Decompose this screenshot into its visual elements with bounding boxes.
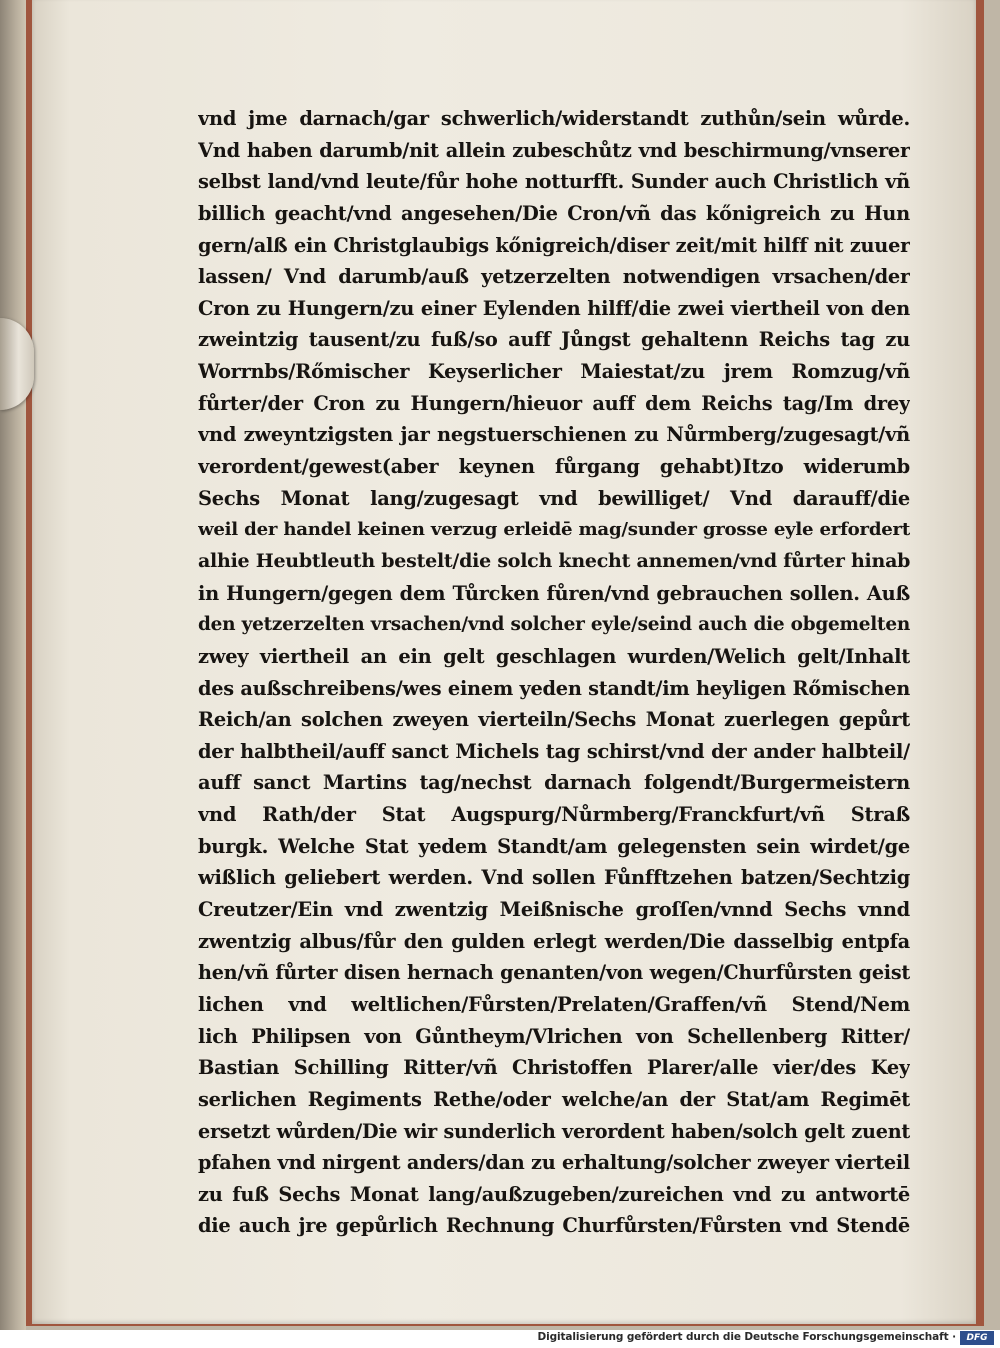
text-line: billich geacht/vnd angesehen/Die Cron/vñ das kőnigreich zu Hun xyxy=(198,201,910,225)
text-line: Bastian Schilling Ritter/vñ Christoffen Plarer/alle vier/des Key xyxy=(198,1056,910,1080)
text-line: zweintzig tausent/zu fuß/so auff Jůngst gehaltenn Reichs tag zu xyxy=(198,328,910,352)
text-line: der halbtheil/auff sanct Michels tag schirst/vnd der ander halbteil/ xyxy=(198,739,910,763)
text-line: selbst land/vnd leute/fůr hohe notturfft. Sunder auch Christlich vñ xyxy=(198,170,910,194)
text-line: vnd jme darnach/gar schwerlich/widerstandt zuthůn/sein wůrde. xyxy=(198,107,910,130)
text-line: ersetzt wůrden/Die wir sunderlich verordent haben/solch gelt zuent xyxy=(198,1119,910,1143)
book-spine-edge xyxy=(0,0,26,1330)
funding-credit: Digitalisierung gefördert durch die Deutsche Forschungsgemeinschaft · xyxy=(537,1331,956,1343)
text-line: auff sanct Martins tag/nechst darnach folgendt/Burgermeistern xyxy=(198,771,910,795)
text-line: burgk. Welche Stat yedem Standt/am gelegensten sein wirdet/ge xyxy=(198,834,910,858)
text-line: Cron zu Hungern/zu einer Eylenden hilff/die zwei viertheil von den xyxy=(198,296,910,320)
text-line: Worrnbs/Rőmischer Keyserlicher Maiestat/zu jrem Romzug/vñ xyxy=(198,360,910,384)
text-line: zu fuß Sechs Monat lang/außzugeben/zureichen vnd zu antwortē xyxy=(198,1182,910,1206)
text-line: hen/vñ fůrter disen hernach genanten/von wegen/Churfůrsten geist xyxy=(198,961,910,985)
text-line: verordent/gewest(aber keynen fůrgang gehabt)Itzo widerumb xyxy=(198,455,910,479)
text-line: in Hungern/gegen dem Tůrcken fůren/vnd gebrauchen sollen. Auß xyxy=(198,581,910,605)
document-text-block xyxy=(198,103,910,1242)
text-line: vnd zweyntzigsten jar negstuerschienen zu Nůrmberg/zugesagt/vñ xyxy=(198,423,910,447)
text-line: alhie Heubtleuth bestelt/die solch knecht annemen/vnd fůrter hinab xyxy=(198,549,910,572)
text-line: zwentzig albus/fůr den gulden erlegt werden/Die dasselbig entpfa xyxy=(198,929,910,953)
text-line: den yetzerzelten vrsachen/vnd solcher eyle/seind auch die obgemelten xyxy=(198,614,910,636)
text-line: zwey viertheil an ein gelt geschlagen wurden/Welich gelt/Inhalt xyxy=(198,644,910,668)
text-line: lich Philipsen von Gůntheym/Vlrichen von Schellenberg Ritter/ xyxy=(198,1024,910,1048)
text-line: Sechs Monat lang/zugesagt vnd bewilliget/ Vnd darauff/die xyxy=(198,486,910,510)
text-line: fůrter/der Cron zu Hungern/hieuor auff dem Reichs tag/Im drey xyxy=(198,391,910,415)
text-line: weil der handel keinen verzug erleidē mag/sunder grosse eyle erfordert xyxy=(198,519,910,541)
text-line: Reich/an solchen zweyen vierteiln/Sechs Monat zuerlegen gepůrt xyxy=(198,708,910,732)
text-line: lassen/ Vnd darumb/auß yetzerzelten notwendigen vrsachen/der xyxy=(198,265,910,289)
text-line: die auch jre gepůrlich Rechnung Churfůrsten/Fůrsten vnd Stendē xyxy=(198,1214,910,1238)
text-line: wißlich geliebert werden. Vnd sollen Fůnfftzehen batzen/Sechtzig xyxy=(198,866,910,890)
dfg-logo: DFG xyxy=(960,1331,994,1345)
text-line: lichen vnd weltlichen/Fůrsten/Prelaten/Graffen/vñ Stend/Nem xyxy=(198,992,910,1016)
text-line: gern/alß ein Christglaubigs kőnigreich/diser zeit/mit hilff nit zuuer xyxy=(198,233,910,257)
text-line: vnd Rath/der Stat Augspurg/Nůrmberg/Franckfurt/vñ Straß xyxy=(198,803,910,827)
text-line: Creutzer/Ein vnd zwentzig Meißnische groſſen/vnnd Sechs vnnd xyxy=(198,898,910,922)
text-line: Vnd haben darumb/nit allein zubeschůtz vnd beschirmung/vnserer xyxy=(198,138,910,162)
text-line: serlichen Regiments Rethe/oder welche/an der Stat/am Regimēt xyxy=(198,1087,910,1111)
text-line: des außschreibens/wes einem yeden standt/im heyligen Rőmischen xyxy=(198,676,910,700)
text-line: pfahen vnd nirgent anders/dan zu erhaltung/solcher zweyer vierteil xyxy=(198,1151,910,1175)
